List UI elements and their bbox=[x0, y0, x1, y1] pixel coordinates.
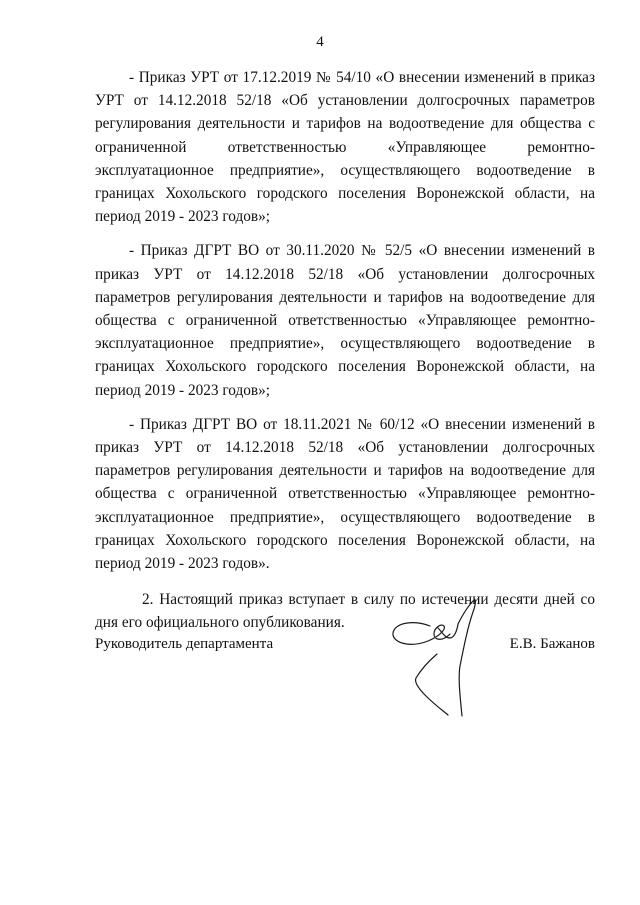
amendment-item-1: - Приказ УРТ от 17.12.2019 № 54/10 «О внесении изменений в приказ УРТ от 14.12.2018 52/18 «Об установлении долгосрочных параметров регулирования деятельности и тарифов на водоотведение для общества с ограниченной ответственностью «Управляющее ремонтно-эксплуатационное предприятие», осуществляющего водоотведение в границах Хохольского городского поселения Воронежской области, на период 2019 - 2023 годов»; bbox=[95, 69, 595, 226]
handwritten-signature bbox=[390, 596, 480, 721]
amendment-item-2: - Приказ ДГРТ ВО от 30.11.2020 № 52/5 «О внесении изменений в приказ УРТ от 14.12.2018 52/18 «Об установлении долгосрочных параметров регулирования деятельности и тарифов на водоотведение для общества с ограниченной ответственностью «Управляющее ремонтно-эксплуатационное предприятие», осуществляющего водоотведение в границах Хохольского городского поселения Воронежской области, на период 2019 - 2023 годов»; bbox=[95, 242, 595, 399]
document-body bbox=[95, 66, 595, 646]
signatory-title: Руководитель департамента bbox=[95, 636, 274, 652]
effective-date-clause: 2. Настоящий приказ вступает в силу по истечении десяти дней со дня его официального опубликования. bbox=[95, 591, 595, 632]
page-number: 4 bbox=[316, 34, 324, 50]
amendment-item-3: - Приказ ДГРТ ВО от 18.11.2021 № 60/12 «О внесении изменений в приказ УРТ от 14.12.2018 52/18 «Об установлении долгосрочных параметров регулирования деятельности и тарифов на водоотведение для общества с ограниченной ответственностью «Управляющее ремонтно-эксплуатационное предприятие», осуществляющего водоотведение в границах Хохольского городского поселения Воронежской области, на период 2019 - 2023 годов». bbox=[95, 415, 595, 573]
signature-block bbox=[95, 636, 595, 660]
signatory-name: Е.В. Бажанов bbox=[509, 636, 595, 652]
